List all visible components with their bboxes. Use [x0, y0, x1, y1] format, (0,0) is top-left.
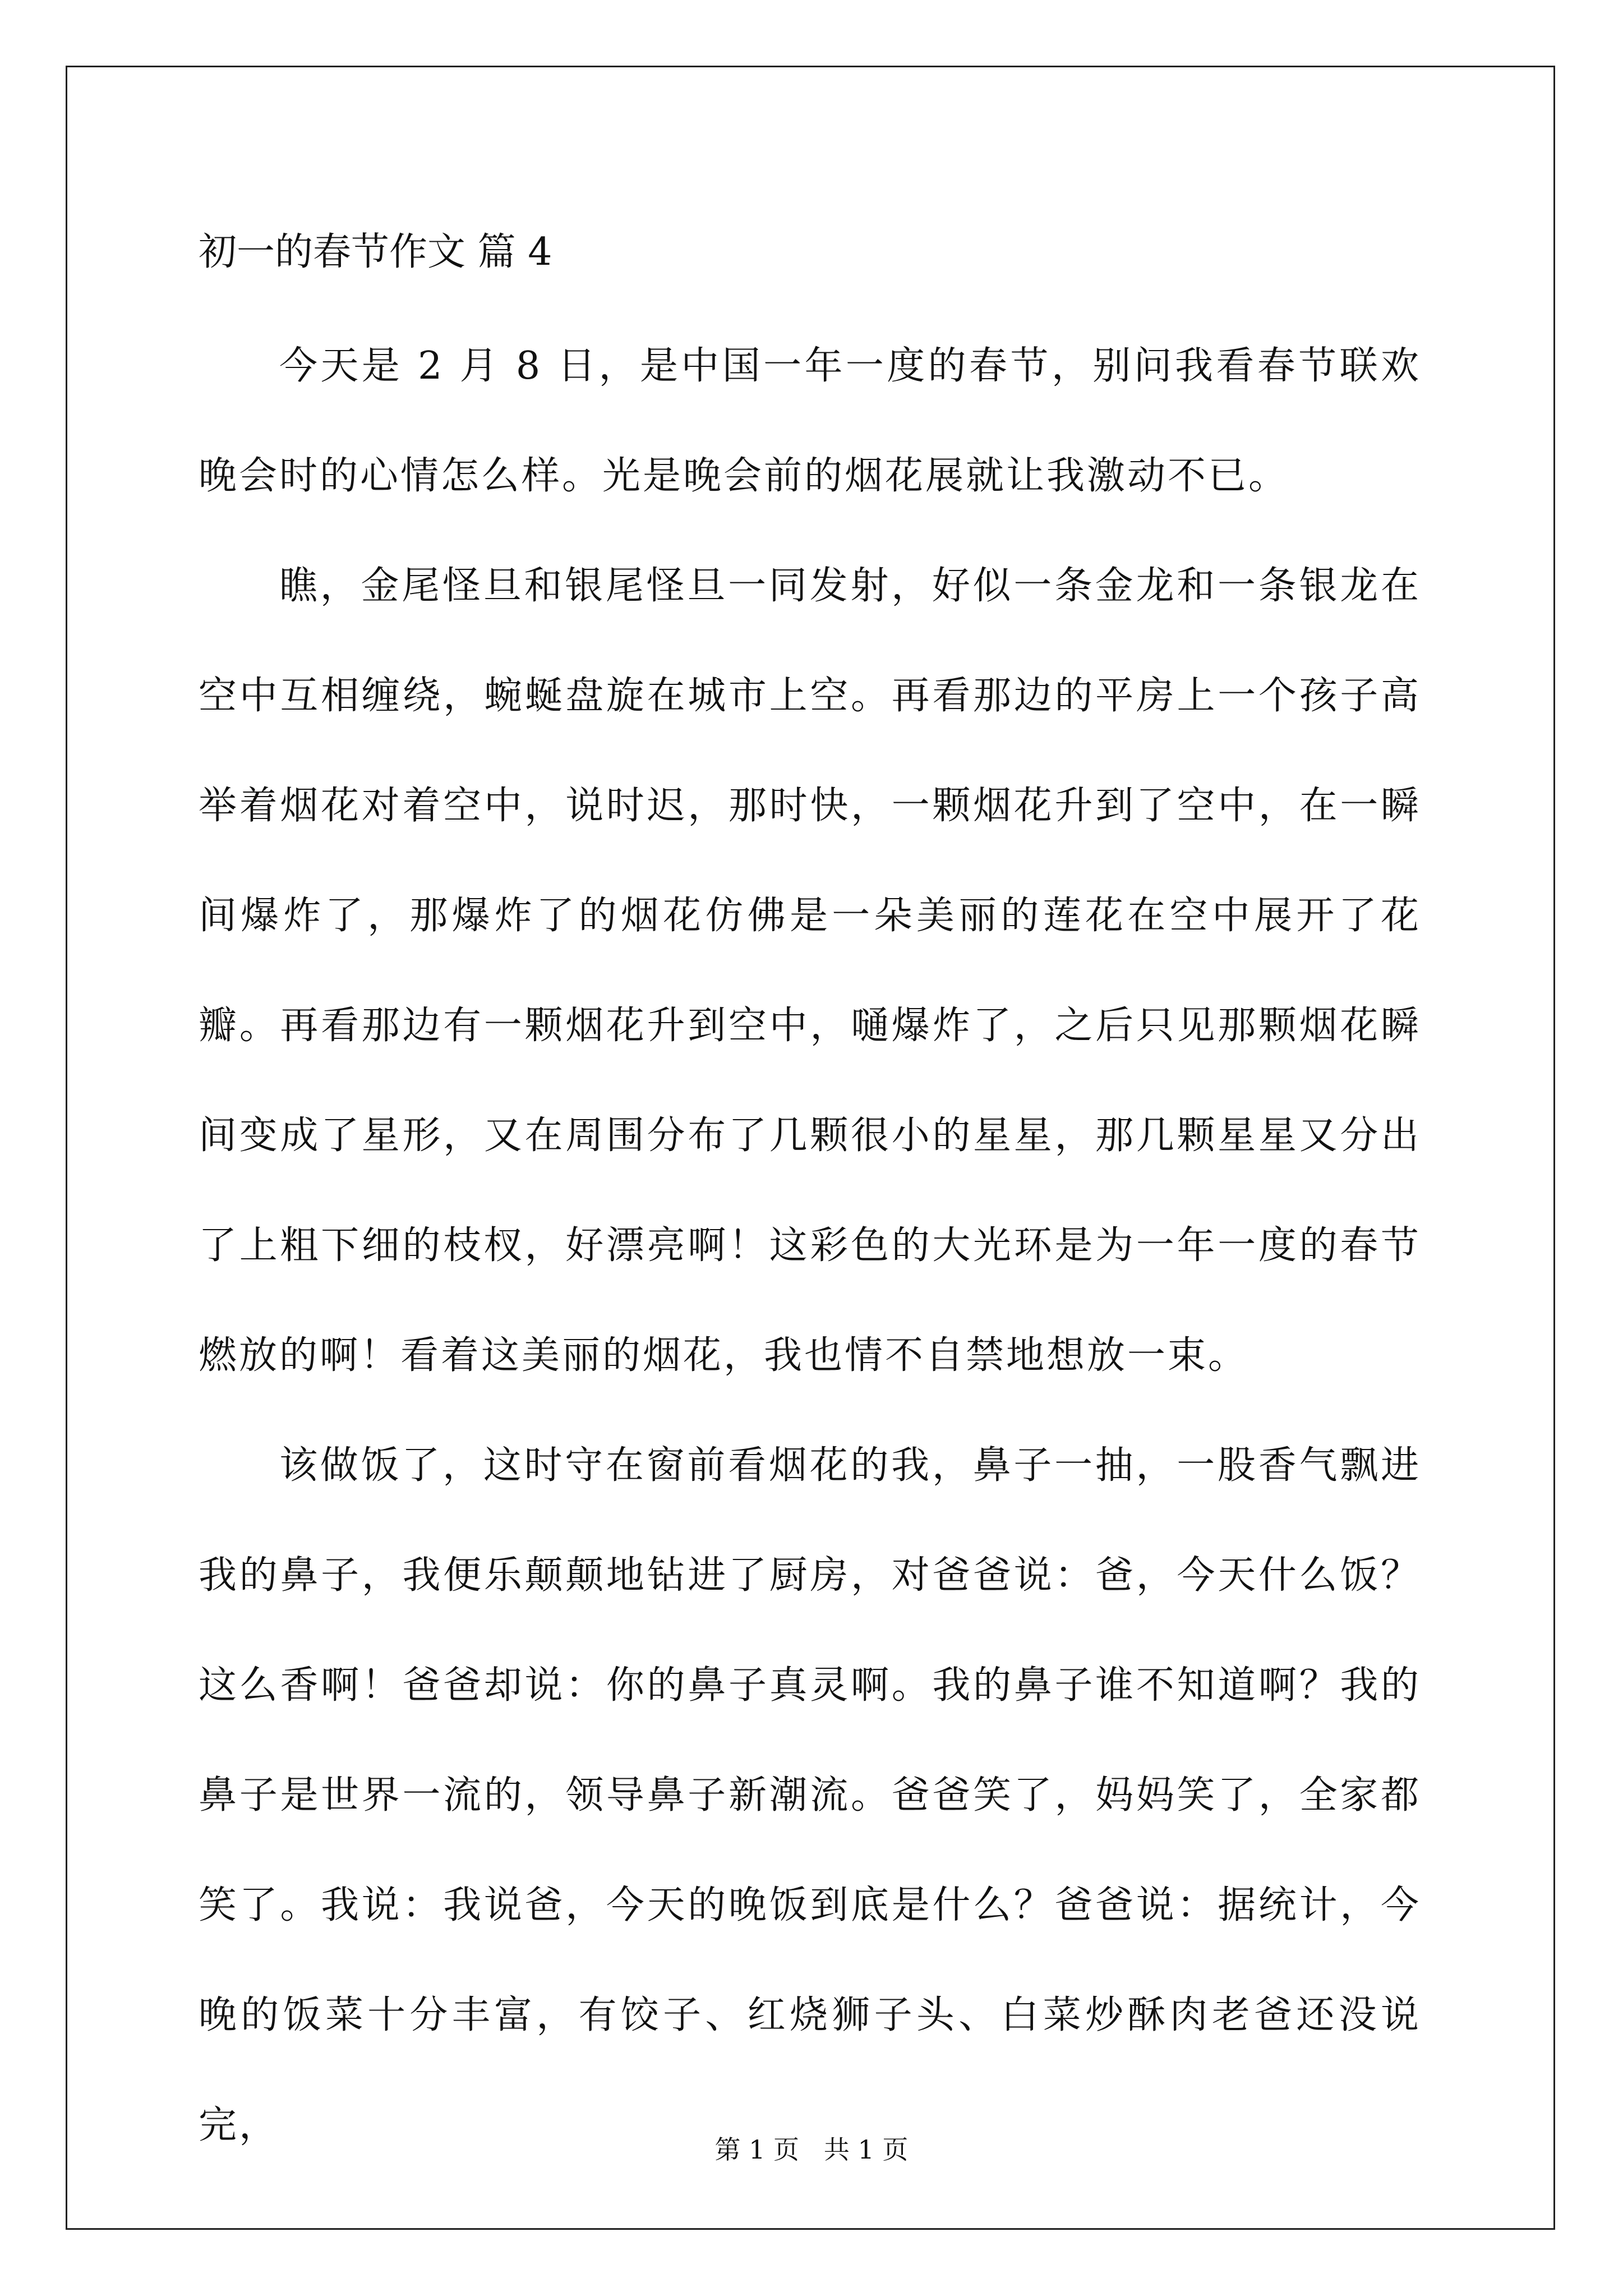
paragraph-1: 今天是 2 月 8 日，是中国一年一度的春节，别问我看春节联欢晚会时的心情怎么样。光是晚会前的烟花展就让我激动不已。: [199, 344, 1421, 498]
document-body: [199, 222, 1421, 2180]
document-title: 初一的春节作文 篇 4: [199, 230, 552, 274]
paragraph-3: 该做饭了，这时守在窗前看烟花的我，鼻子一抽，一股香气飘进我的鼻子，我便乐颠颠地钻进了厨房，对爸爸说：爸，今天什么饭？这么香啊！爸爸却说：你的鼻子真灵啊。我的鼻子谁不知道啊？我的鼻子是世界一流的，领导鼻子新潮流。爸爸笑了，妈妈笑了，全家都笑了。我说：我说爸，今天的晚饭到底是什么？爸爸说：据统计，今晚的饭菜十分丰富，有饺子、红烧狮子头、白菜炒酥肉老爸还没说完，: [199, 1443, 1421, 2147]
page-footer: 第 1 页 共 1 页: [714, 2134, 909, 2165]
paragraph-2: 瞧，金尾怪旦和银尾怪旦一同发射，好似一条金龙和一条银龙在空中互相缠绕，蜿蜒盘旋在城市上空。再看那边的平房上一个孩子高举着烟花对着空中，说时迟，那时快，一颗烟花升到了空中，在一瞬间爆炸了，那爆炸了的烟花仿佛是一朵美丽的莲花在空中展开了花瓣。再看那边有一颗烟花升到空中，嗵爆炸了，之后只见那颗烟花瞬间变成了星形，又在周围分布了几颗很小的星星，那几颗星星又分出了上粗下细的枝杈，好漂亮啊！这彩色的大光环是为一年一度的春节燃放的啊！看着这美丽的烟花，我也情不自禁地想放一束。: [199, 564, 1421, 1378]
